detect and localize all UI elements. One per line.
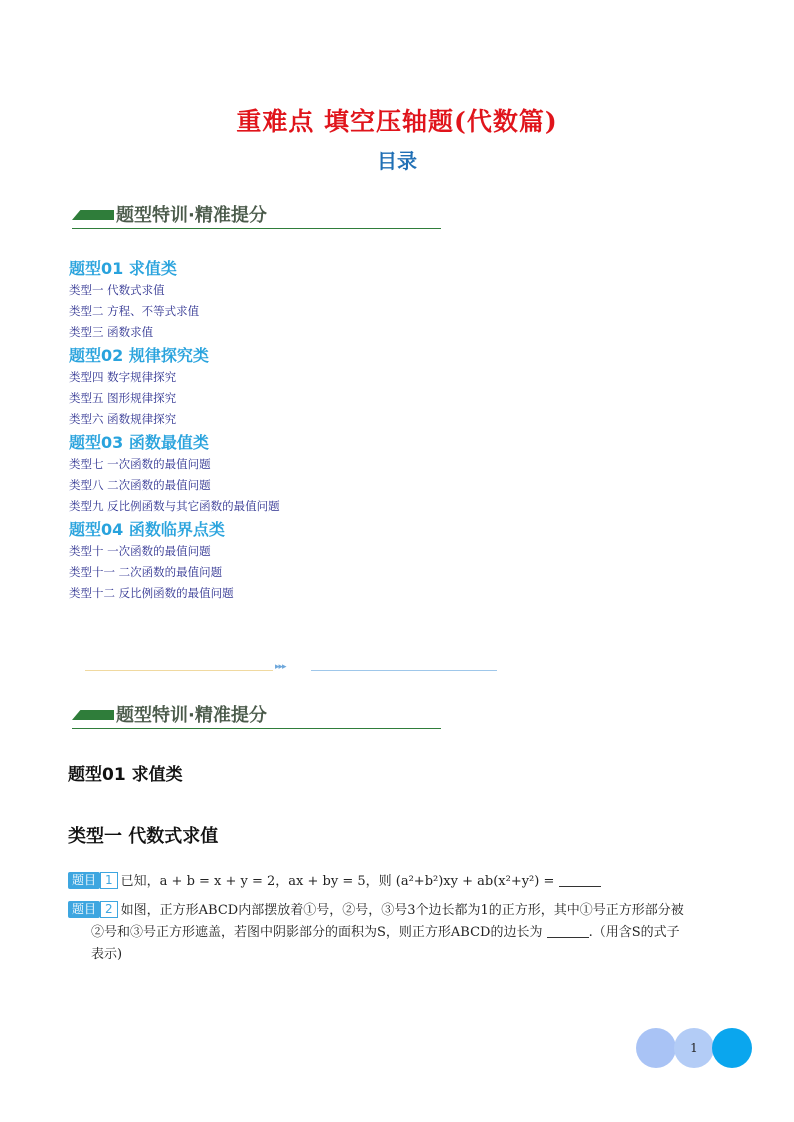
problem-text-line3: 表示): [91, 947, 123, 962]
toc-group-title[interactable]: 题型02 规律探究类: [69, 346, 209, 365]
toc-group: [69, 432, 489, 517]
toc-group-title[interactable]: 题型01 求值类: [69, 259, 177, 278]
pager-circle-right: [712, 1028, 752, 1068]
toc-group-title[interactable]: 题型04 函数临界点类: [69, 520, 225, 539]
toc-item[interactable]: 类型十一 二次函数的最值问题: [69, 565, 223, 579]
pager-circle-left: [636, 1028, 676, 1068]
problem-tag: 题目: [68, 901, 100, 918]
problem-number: 1: [100, 872, 118, 889]
triple-arrow-icon: ▸▸▸: [275, 662, 286, 672]
problem-tag: 题目: [68, 872, 100, 889]
toc-group: [69, 519, 489, 604]
question-subtype-heading: 类型一 代数式求值: [68, 826, 219, 847]
answer-blank[interactable]: [547, 925, 589, 938]
section-divider: [85, 662, 497, 675]
problem-2: [68, 900, 728, 966]
toc-item[interactable]: 类型五 图形规律探究: [69, 391, 177, 405]
section-bar-icon: [72, 210, 114, 220]
divider-line-right: [311, 670, 497, 671]
toc-item[interactable]: 类型三 函数求值: [69, 325, 154, 339]
toc-item[interactable]: 类型一 代数式求值: [69, 283, 165, 297]
toc-item[interactable]: 类型七 一次函数的最值问题: [69, 457, 211, 471]
toc-group: [69, 345, 489, 430]
section-header-toc: [72, 201, 441, 229]
document-title: 重难点 填空压轴题(代数篇): [236, 107, 558, 136]
toc-item[interactable]: 类型九 反比例函数与其它函数的最值问题: [69, 499, 280, 513]
section-header-label: 题型特训·精准提分: [116, 205, 267, 226]
answer-blank[interactable]: [559, 874, 601, 887]
problem-text-line2-tail: .（用含S的式子: [588, 925, 680, 940]
section-bar-icon: [72, 710, 114, 720]
problem-text: 已知，a + b = x + y = 2，ax + by = 5，则 (a²+b²)xy + ab(x²+y²) =: [120, 874, 555, 889]
section-header-label: 题型特训·精准提分: [116, 705, 267, 726]
toc-title: 目录: [377, 149, 417, 173]
divider-line-left: [85, 670, 273, 671]
table-of-contents: [69, 256, 489, 604]
toc-item[interactable]: 类型二 方程、不等式求值: [69, 304, 200, 318]
toc-item[interactable]: 类型四 数字规律探究: [69, 370, 177, 384]
problem-1: [68, 871, 728, 893]
toc-group-title[interactable]: 题型03 函数最值类: [69, 433, 209, 452]
problem-number: 2: [100, 901, 118, 918]
page-indicator: [636, 1028, 752, 1068]
page-number: 1: [690, 1041, 698, 1055]
toc-item[interactable]: 类型十二 反比例函数的最值问题: [69, 586, 234, 600]
problem-text-line1: 如图，正方形ABCD内部摆放着①号，②号，③号3个边长都为1的正方形，其中①号正方形部分被: [120, 903, 684, 918]
section-header-body: [72, 701, 441, 729]
toc-item[interactable]: 类型十 一次函数的最值问题: [69, 544, 211, 558]
question-type-heading: 题型01 求值类: [68, 765, 183, 785]
section-underline: [72, 228, 441, 229]
section-underline: [72, 728, 441, 729]
toc-group: [69, 258, 489, 343]
problem-text-line2: ②号和③号正方形遮盖，若图中阴影部分的面积为S，则正方形ABCD的边长为: [91, 925, 543, 940]
toc-item[interactable]: 类型八 二次函数的最值问题: [69, 478, 211, 492]
toc-item[interactable]: 类型六 函数规律探究: [69, 412, 177, 426]
